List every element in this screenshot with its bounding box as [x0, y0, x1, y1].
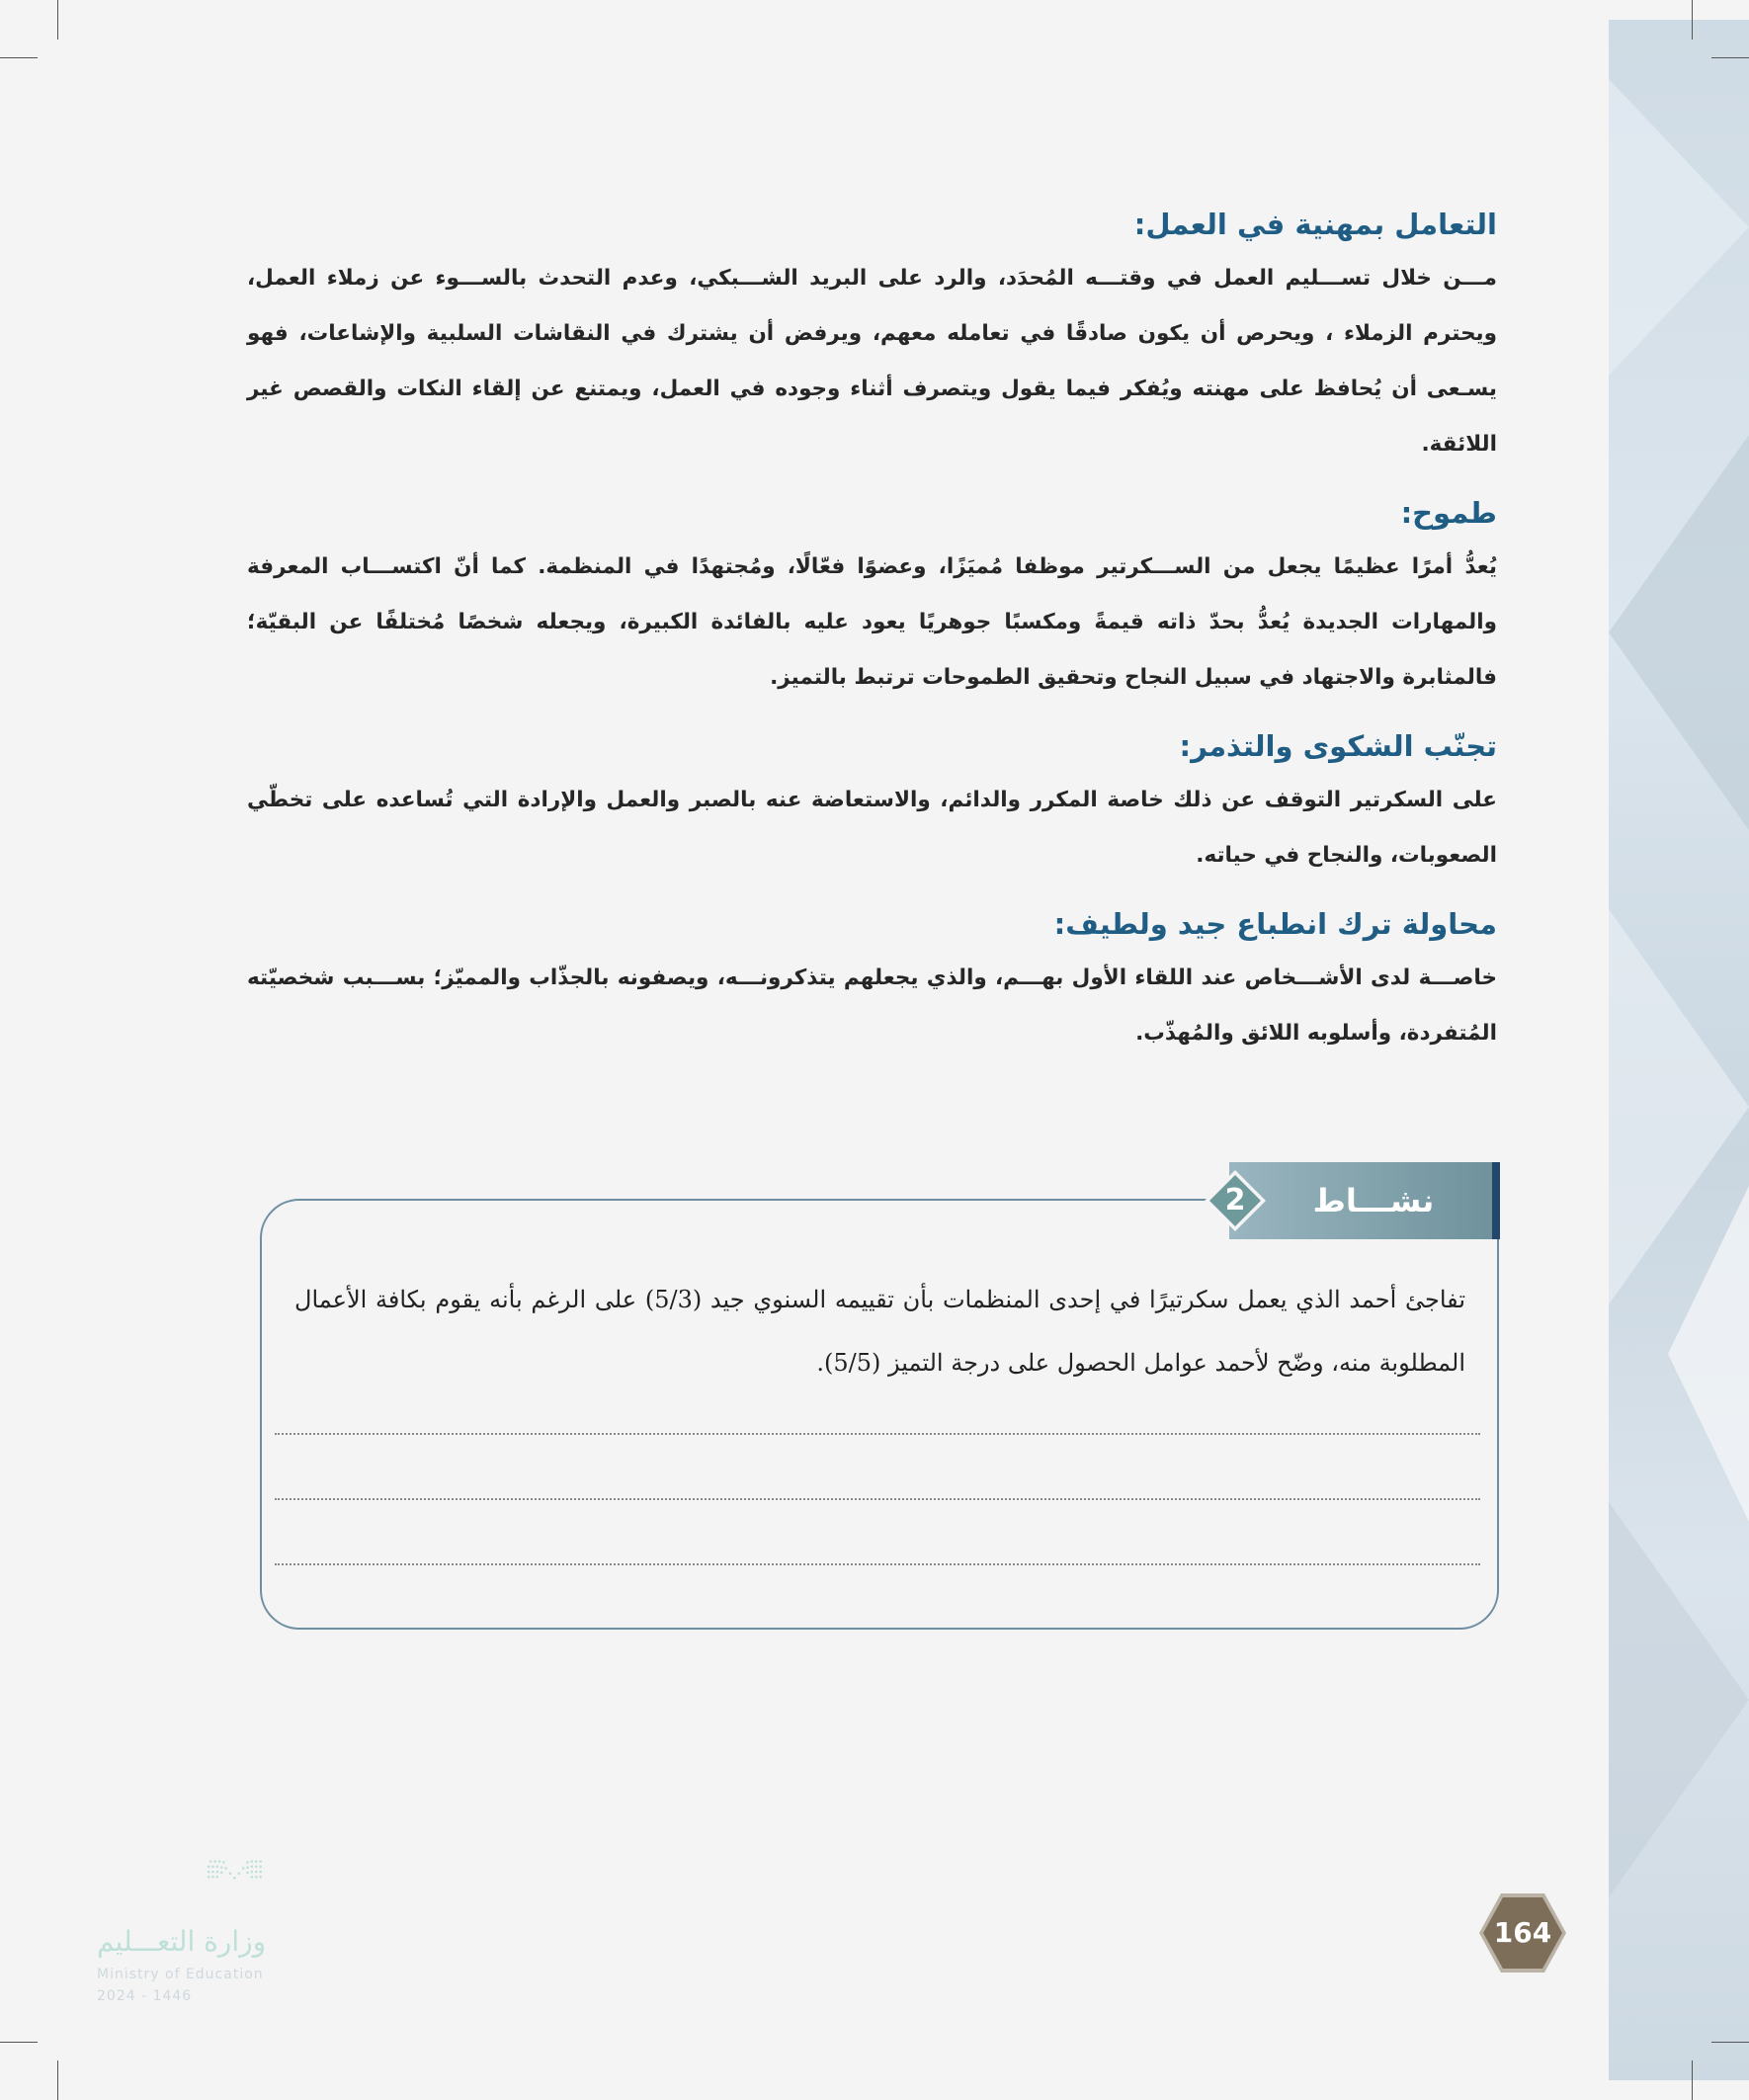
section-body: مـــن خلال تســـليم العمل في وقتـــه المُحدَد، والرد على البريد الشـــبكي، وعدم التحدث بالســـوء عن زملاء العمل، ويحترم الزملاء ، ويحرص أن يكون صادقًا في تعامله معهم، ويرفض أن يشترك في النقاشات السلبية والإشاعات، فهو يسـعى أن يُحافظ على مهنته ويُفكر فيما يقول ويتصرف أثناء وجوده في العمل، ويمتنع عن إلقاء النكات والقصص غير اللائقة.	[247, 266, 1497, 457]
main-content	[247, 208, 1497, 1085]
crop-mark	[57, 2060, 58, 2100]
activity-question: تفاجئ أحمد الذي يعمل سكرتيرًا في إحدى المنظمات بأن تقييمه السنوي جيد (5/3) على الرغم بأنه يقوم بكافة الأعمال المطلوبة منه، وضّح لأحمد عوامل الحصول على درجة التميز (5/5).	[294, 1286, 1466, 1377]
activity-number: 2	[1224, 1183, 1246, 1218]
answer-line[interactable]	[275, 1563, 1480, 1565]
crop-mark	[0, 2042, 38, 2043]
section-body: خاصـــة لدى الأشـــخاص عند اللقاء الأول بهـــم، والذي يجعلهم يتذكرونـــه، ويصفونه بالجذّاب والمميّز؛ بســـبب شخصيّته المُتفردة، وأسلوبه اللائق والمُهذّب.	[247, 966, 1497, 1046]
activity-label: نشـــاط	[1312, 1182, 1435, 1219]
page-number: 164	[1493, 1916, 1552, 1949]
section-professionalism	[247, 208, 1497, 472]
ministry-name-arabic: وزارة التعـــليم	[97, 1925, 267, 1958]
crop-mark	[1711, 2042, 1749, 2043]
section-body: على السكرتير التوقف عن ذلك خاصة المكرر والدائم، والاستعاضة عنه بالصبر والعمل والإرادة التي تُساعده على تخطّي الصعوبات، والنجاح في حياته.	[247, 788, 1497, 868]
crop-mark	[57, 0, 58, 40]
section-heading: طموح:	[1400, 496, 1497, 530]
crop-mark	[0, 57, 38, 58]
section-avoid-complaining	[247, 729, 1497, 883]
decorative-side-band	[1609, 20, 1749, 2080]
crop-mark	[1692, 0, 1693, 40]
ministry-logo-icon	[97, 1858, 364, 1927]
ministry-name-english: Ministry of Education	[97, 1967, 264, 1982]
ministry-year: 2024 - 1446	[97, 1988, 193, 2004]
section-ambition	[247, 496, 1497, 706]
answer-line[interactable]	[275, 1498, 1480, 1500]
section-heading: التعامل بمهنية في العمل:	[1133, 208, 1497, 241]
section-body: يُعدُّ أمرًا عظيمًا يجعل من الســـكرتير موظفا مُميَزًا، وعضوًا فعّالًا، ومُجتهدًا في المنظمة. كما أنّ اكتســـاب المعرفة والمهارات الجديدة يُعدُّ بحدّ ذاته قيمةً ومكسبًا جوهريًا يعود عليه بالفائدة الكبيرة، ويجعله شخصًا مُختلفًا عن البقيّة؛ فالمثابرة والاجتهاد في سبيل النجاح وتحقيق الطموحات ترتبط بالتميز.	[247, 554, 1497, 690]
activity-tab-bar	[1492, 1162, 1500, 1239]
section-good-impression	[247, 907, 1497, 1061]
section-heading: محاولة ترك انطباع جيد ولطيف:	[1053, 907, 1497, 941]
crop-mark	[1692, 2060, 1693, 2100]
crop-mark	[1711, 57, 1749, 58]
answer-line[interactable]	[275, 1433, 1480, 1435]
section-heading: تجنّب الشكوى والتذمر:	[1179, 729, 1497, 763]
